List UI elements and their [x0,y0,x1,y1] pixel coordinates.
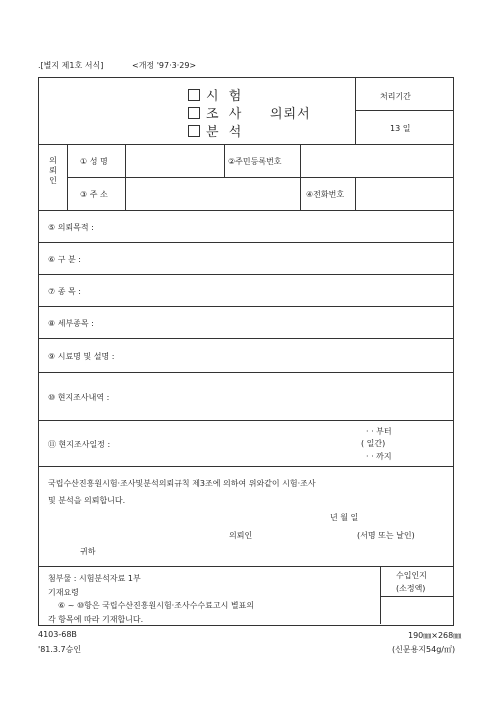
form-code: 4103-68B [38,630,77,639]
checkbox-icon[interactable] [188,89,200,101]
schedule-field[interactable]: ⑪ 현지조사일정 : [48,440,111,449]
schedule-to: · · 까지 [366,452,392,461]
guide-line-2: 각 항목에 따라 기재합니다. [48,615,144,624]
option-analysis[interactable]: 분 석 [188,121,244,140]
request-text-1: 국립수산진흥원시험·조사및분석의뢰규칙 제3조에 의하여 위와같이 시험·조사 [48,479,316,488]
addressee: 귀하 [80,547,96,556]
processing-label: 처리기간 [380,92,411,101]
sample-field[interactable]: ⑨ 시료명 및 설명 : [48,352,115,361]
form-title-suffix: 의뢰서 [270,107,311,122]
detail-field[interactable]: ⑧ 세부종목 : [48,319,94,328]
attachment-note: 첨부물 : 시험분석자료 1부 [48,574,141,583]
rrn-label: ②주민등록번호 [228,157,282,166]
phone-label: ④전화번호 [306,190,345,199]
signature-note[interactable]: (서명 또는 날인) [357,531,415,540]
revenue-stamp-note: (소정액) [396,584,426,593]
name-label: ① 성 명 [80,157,108,166]
approval-date: '81.3.7승인 [38,645,82,654]
checkbox-icon[interactable] [188,125,200,137]
survey-field[interactable]: ⑩ 현지조사내역 : [48,393,110,402]
checkbox-icon[interactable] [188,107,200,119]
requester-label: 의뢰인 [49,156,57,185]
paper-type: (신문용지54g/㎡) [392,645,456,654]
request-date[interactable]: 년 월 일 [330,513,359,522]
schedule-from: · · 부터 [366,427,392,436]
option-test[interactable]: 시 험 [188,85,244,104]
type-field[interactable]: ⑦ 종 목 : [48,287,81,296]
form-number: .[별지 제1호 서식] [38,61,104,70]
address-label: ③ 주 소 [80,190,108,199]
schedule-days: ( 일간) [361,439,386,448]
guide-title: 기재요령 [48,588,79,597]
guide-line-1: ⑥ ~ ⑩항은 국립수산진흥원시험·조사수수료고시 별표의 [58,601,255,610]
option-survey[interactable]: 조 사 [188,103,244,122]
paper-size: 190㎜×268㎜ [408,631,462,640]
category-field[interactable]: ⑥ 구 분 : [48,255,81,264]
revision-note: <개정 '97·3·29> [132,61,197,70]
purpose-field[interactable]: ⑤ 의뢰목적 : [48,223,94,232]
request-text-2: 및 분석을 의뢰합니다. [48,496,126,505]
requester-sign-label: 의뢰인 [229,531,253,540]
revenue-stamp-label: 수입인지 [396,571,427,580]
processing-value: 13 일 [390,124,411,133]
